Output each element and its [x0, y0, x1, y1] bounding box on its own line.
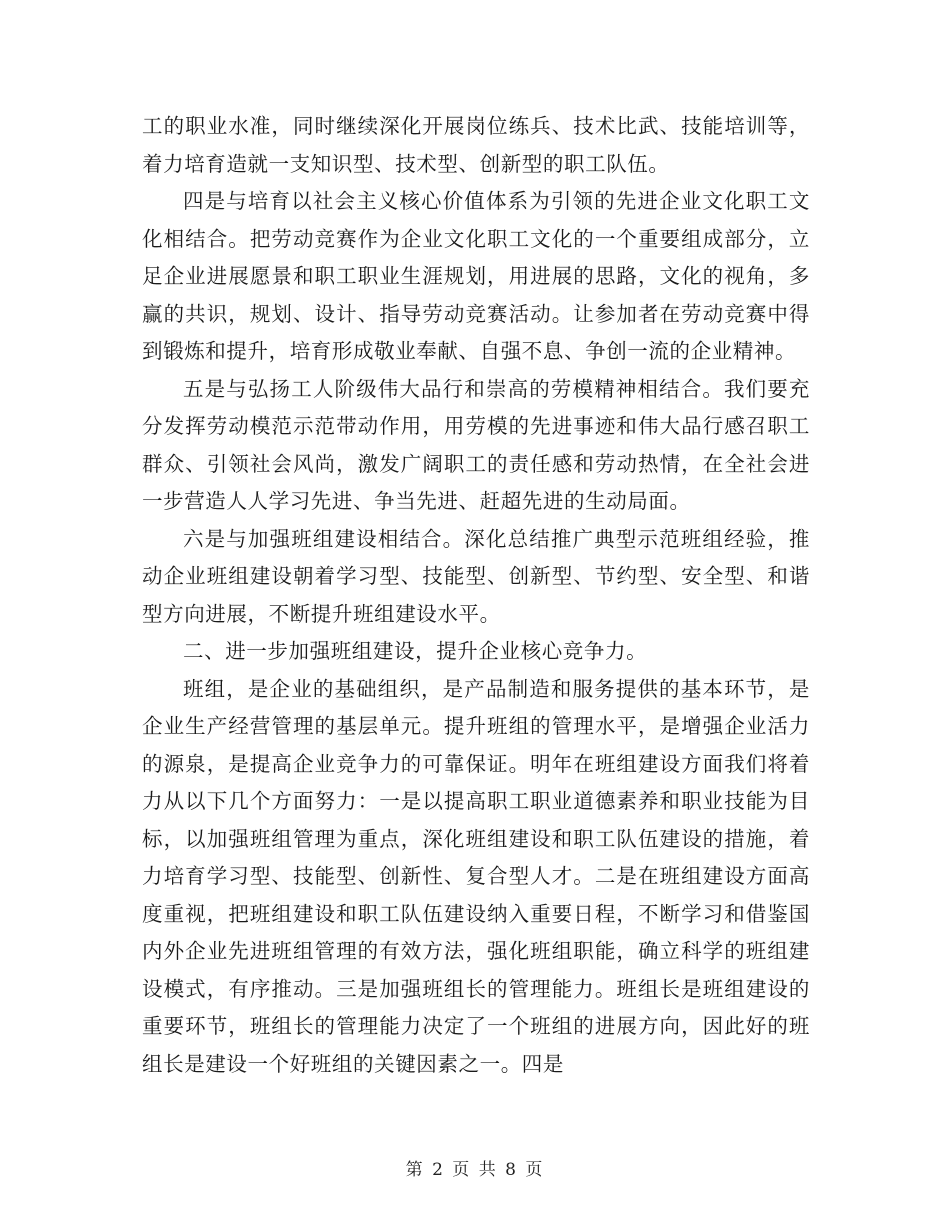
paragraph-4: 六是与加强班组建设相结合。深化总结推广典型示范班组经验，推动企业班组建设朝着学习型、技能型、创新型、节约型、安全型、和谐型方向进展，不断提升班组建设水平。: [142, 526, 810, 626]
paragraph-3: 五是与弘扬工人阶级伟大品行和崇高的劳模精神相结合。我们要充分发挥劳动模范示范带动作用，用劳模的先进事迹和伟大品行感召职工群众、引领社会风尚，激发广阔职工的责任感和劳动热情，在全社会进一步营造人人学习先进、争当先进、赶超先进的生动局面。: [142, 376, 810, 513]
section-heading: 二、进一步加强班组建设，提升企业核心竞争力。: [183, 639, 648, 663]
paragraph-1: 工的职业水准，同时继续深化开展岗位练兵、技术比武、技能培训等，着力培育造就一支知识型、技术型、创新型的职工队伍。: [142, 114, 810, 176]
paragraph-2: 四是与培育以社会主义核心价值体系为引领的先进企业文化职工文化相结合。把劳动竞赛作为企业文化职工文化的一个重要组成部分，立足企业进展愿景和职工职业生涯规划，用进展的思路，文化的视角，多赢的共识，规划、设计、指导劳动竞赛活动。让参加者在劳动竞赛中得到锻炼和提升，培育形成敬业奉献、自强不息、争创一流的企业精神。: [142, 189, 810, 363]
document-body: [142, 108, 810, 1083]
page-number-footer: 第 2 页 共 8 页: [405, 1160, 545, 1180]
paragraph-5: 班组，是企业的基础组织，是产品制造和服务提供的基本环节，是企业生产经营管理的基层单元。提升班组的管理水平，是增强企业活力的源泉，是提高企业竞争力的可靠保证。明年在班组建设方面我们将着力从以下几个方面努力：一是以提高职工职业道德素养和职业技能为目标，以加强班组管理为重点，深化班组建设和职工队伍建设的措施，着力培育学习型、技能型、创新性、复合型人才。二是在班组建设方面高度重视，把班组建设和职工队伍建设纳入重要日程，不断学习和借鉴国内外企业先进班组管理的有效方法，强化班组职能，确立科学的班组建设模式，有序推动。三是加强班组长的管理能力。班组长是班组建设的重要环节，班组长的管理能力决定了一个班组的进展方向，因此好的班组长是建设一个好班组的关键因素之一。四是: [142, 676, 810, 1076]
